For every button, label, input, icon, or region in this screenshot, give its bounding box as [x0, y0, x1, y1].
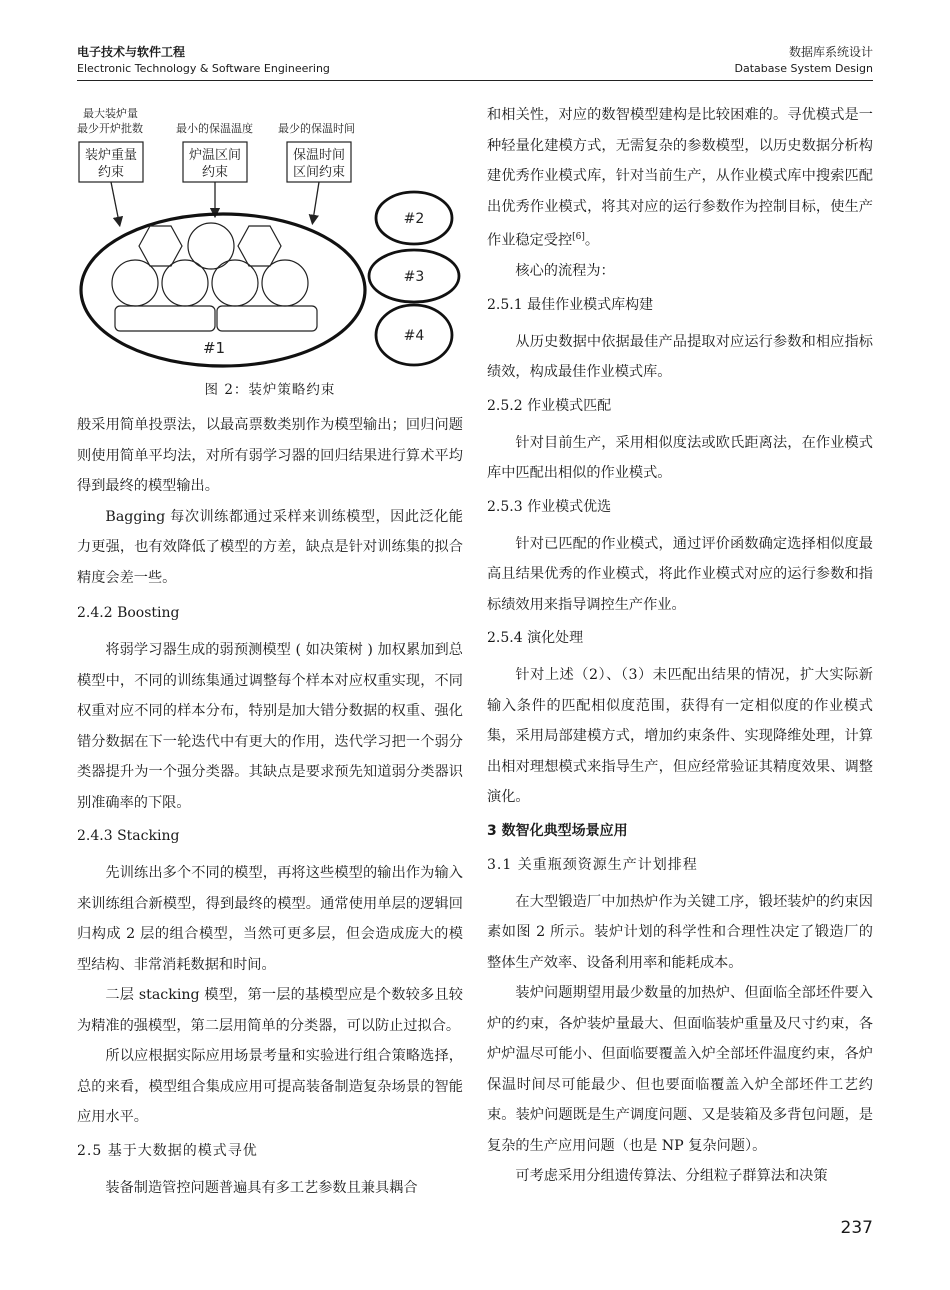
box1-line1: 装炉重量	[84, 148, 138, 163]
header-rule	[77, 80, 873, 81]
section-heading-2-5-4: 2.5.4 演化处理	[487, 630, 584, 647]
label-min-batches: 最少开炉批数	[77, 122, 143, 135]
box1-line2: 约束	[97, 165, 125, 180]
label-min-temp: 最小的保温温度	[176, 122, 253, 135]
right-column	[487, 100, 873, 1192]
section-title-cn: 数据库系统设计	[788, 45, 873, 59]
paragraph: 针对目前生产，采用相似度法或欧氏距离法，在作业模式库中匹配出相似的作业模式。	[487, 434, 873, 482]
box3-line2: 区间约束	[292, 165, 346, 180]
box2-line1: 炉温区间	[188, 148, 242, 163]
page-number: 237	[840, 1218, 873, 1238]
rect-workpiece	[115, 306, 215, 331]
section-heading-2-4-3: 2.4.3 Stacking	[77, 828, 180, 844]
paragraph: 核心的流程为：	[515, 263, 615, 280]
circle-workpiece	[112, 260, 158, 306]
paragraph: 针对已匹配的作业模式，通过评价函数确定选择相似度最高且结果优秀的作业模式，将此作业模式对应的运行参数和指标绩效用来指导调控生产作业。	[487, 535, 873, 613]
section-heading-2-5-1: 2.5.1 最佳作业模式库构建	[487, 296, 654, 313]
figure-diagram	[77, 100, 463, 376]
paragraph: 般采用简单投票法，以最高票数类别作为模型输出；回归问题则使用简单平均法，对所有弱学习器的回归结果进行算术平均得到最终的模型输出。	[77, 417, 463, 494]
furnace-1-label: #1	[202, 339, 226, 357]
hexagon-workpiece	[139, 226, 182, 266]
furnace-2-label: #2	[403, 211, 425, 227]
box3-line1: 保温时间	[292, 148, 346, 163]
paragraph: 将弱学习器生成的弱预测模型 ( 如决策树 ) 加权累加到总模型中，不同的训练集通过调整每个样本对应权重实现，不同权重对应不同的样本分布，特别是加大错分数据的权重、强化错分数据在下一轮迭代中有更大的作用，迭代学习把一个弱分类器提升为一个强分类器。其缺点是要求预先知道弱分类器识别准确率的下限。	[77, 642, 463, 811]
rect-workpiece	[217, 306, 317, 331]
circle-workpiece	[162, 260, 208, 306]
figure-furnace-constraints	[77, 100, 463, 376]
box2-line2: 约束	[201, 165, 229, 180]
paragraph: 先训练出多个不同的模型，再将这些模型的输出作为输入来训练组合新模型，得到最终的模型。通常使用单层的逻辑回归构成 2 层的组合模型，当然可更多层，但会造成庞大的模型结构、非常消耗数据和时间。	[77, 865, 463, 973]
left-column	[77, 410, 463, 1203]
section-heading-2-5-2: 2.5.2 作业模式匹配	[487, 397, 612, 414]
paragraph-end: 。	[584, 232, 600, 249]
label-min-time: 最少的保温时间	[278, 122, 355, 135]
section-heading-2-4-2: 2.4.2 Boosting	[77, 605, 180, 621]
paragraph: 可考虑采用分组遗传算法、分组粒子群算法和决策	[515, 1168, 828, 1185]
hexagon-workpiece	[238, 226, 281, 266]
paragraph: 所以应根据实际应用场景考量和实验进行组合策略选择，总的来看，模型组合集成应用可提高装备制造复杂场景的智能应用水平。	[77, 1048, 463, 1125]
paragraph-text: 和相关性，对应的数智模型建构是比较困难的。寻优模式是一种轻量化建模方式，无需复杂的参数模型，以历史数据分析构建优秀作业模式库，针对当前生产，从作业模式库中搜索匹配出优秀作业模式，将其对应的运行参数作为控制目标，使生产作业稳定受控	[487, 107, 873, 249]
section-heading-3: 3 数智化典型场景应用	[487, 822, 628, 839]
paragraph: 装炉问题期望用最少数量的加热炉、但面临全部坯件要入炉的约束，各炉装炉量最大、但面临装炉重量及尺寸约束，各炉炉温尽可能小、但面临要覆盖入炉全部坯件温度约束，各炉保温时间尽可能最少、但也要面临覆盖入炉全部坯件工艺约束。装炉问题既是生产调度问题、又是装箱及多背包问题，是复杂的生产应用问题（也是 NP 复杂问题）。	[487, 985, 873, 1154]
furnace-4-label: #4	[403, 328, 425, 344]
figure-caption: 图 2：装炉策略约束	[204, 382, 336, 398]
circle-workpiece	[212, 260, 258, 306]
paragraph: 从历史数据中依据最佳产品提取对应运行参数和相应指标绩效，构成最佳作业模式库。	[487, 333, 873, 381]
paragraph: 二层 stacking 模型，第一层的基模型应是个数较多且较为精准的强模型，第二层用简单的分类器，可以防止过拟合。	[77, 987, 463, 1034]
section-heading-3-1: 3.1 关重瓶颈资源生产计划排程	[487, 856, 698, 873]
paragraph: 装备制造管控问题普遍具有多工艺参数且兼具耦合	[105, 1179, 418, 1196]
label-max-load: 最大装炉量	[83, 107, 138, 120]
paragraph	[487, 100, 873, 256]
journal-header	[77, 44, 330, 77]
journal-title-cn: 电子技术与软件工程	[77, 45, 186, 59]
journal-title-en: Electronic Technology & Software Engineering	[77, 62, 330, 75]
section-header	[735, 44, 873, 77]
section-heading-2-5: 2.5 基于大数据的模式寻优	[77, 1142, 258, 1159]
section-heading-2-5-3: 2.5.3 作业模式优选	[487, 498, 612, 515]
paragraph: 在大型锻造厂中加热炉作为关键工序，锻坯装炉的约束因素如图 2 所示。装炉计划的科学性和合理性决定了锻造厂的整体生产效率、设备利用率和能耗成本。	[487, 893, 873, 971]
paragraph: 针对上述（2）、（3）未匹配出结果的情况，扩大实际新输入条件的匹配相似度范围，获得有一定相似度的作业模式集，采用局部建模方式，增加约束条件、实现降维处理，计算出相对理想模式来指导生产，但应经常验证其精度效果、调整演化。	[487, 667, 873, 806]
section-title-en: Database System Design	[734, 62, 873, 75]
furnace-3-label: #3	[403, 269, 425, 285]
paragraph: Bagging 每次训练都通过采样来训练模型，因此泛化能力更强，也有效降低了模型的方差，缺点是针对训练集的拟合精度会差一些。	[77, 508, 463, 586]
circle-workpiece	[262, 260, 308, 306]
citation[interactable]: [6]	[572, 232, 585, 242]
